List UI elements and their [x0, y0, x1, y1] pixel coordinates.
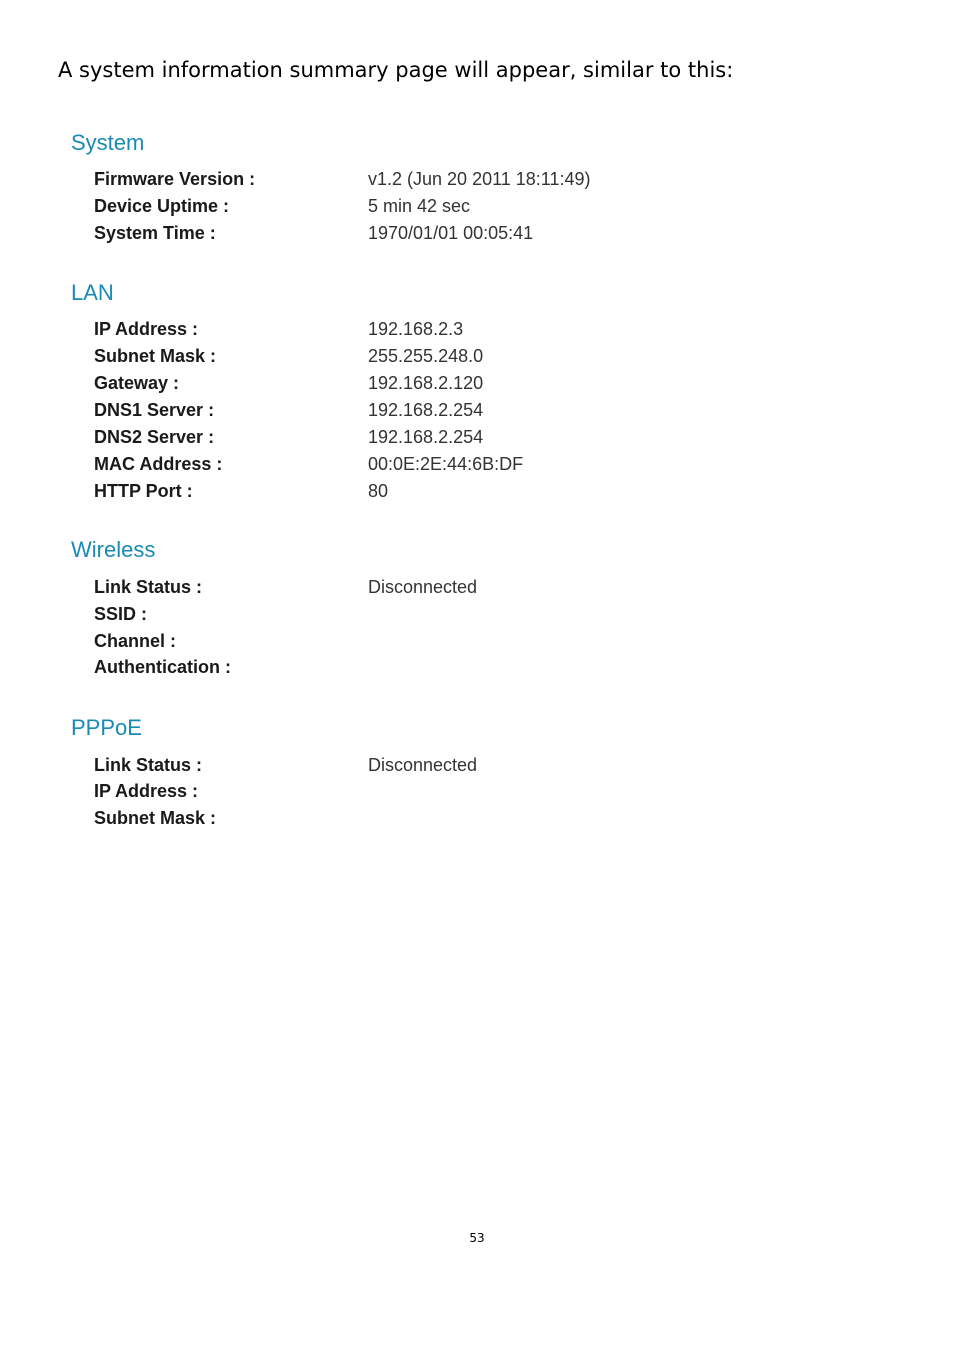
info-label: Link Status : [94, 577, 203, 597]
section-title-pppoe: PPPoE [71, 715, 142, 740]
info-label: MAC Address : [94, 454, 223, 474]
info-label: DNS1 Server : [94, 400, 215, 420]
info-value: 192.168.2.3 [368, 319, 464, 339]
section-title-wireless: Wireless [71, 537, 156, 562]
section-title-lan: LAN [71, 280, 114, 305]
info-value: 1970/01/01 00:05:41 [368, 223, 534, 243]
info-label: Link Status : [94, 755, 203, 775]
info-label: Gateway : [94, 373, 180, 393]
info-value: 00:0E:2E:44:6B:DF [368, 454, 524, 474]
info-label: SSID : [94, 604, 148, 624]
info-value: 255.255.248.0 [368, 346, 484, 366]
info-value: 192.168.2.120 [368, 373, 484, 393]
info-value: Disconnected [368, 755, 478, 775]
info-label: Channel : [94, 631, 177, 651]
info-label: HTTP Port : [94, 481, 193, 501]
info-value: v1.2 (Jun 20 2011 18:11:49) [368, 169, 591, 189]
info-label: System Time : [94, 223, 216, 243]
info-value: 5 min 42 sec [368, 196, 471, 216]
info-label: Firmware Version : [94, 169, 256, 189]
info-label: Device Uptime : [94, 196, 230, 216]
intro-text: A system information summary page will appear, similar to this: [58, 58, 734, 82]
section-title-system: System [71, 130, 145, 155]
info-label: Authentication : [94, 657, 231, 677]
info-value: 80 [368, 481, 389, 501]
info-value: 192.168.2.254 [368, 400, 484, 420]
info-label: Subnet Mask : [94, 346, 217, 366]
info-value: 192.168.2.254 [368, 427, 484, 447]
info-label: Subnet Mask : [94, 808, 217, 828]
info-value: Disconnected [368, 577, 478, 597]
info-label: IP Address : [94, 319, 199, 339]
info-label: IP Address : [94, 781, 199, 801]
info-label: DNS2 Server : [94, 427, 215, 447]
page-number: 53 [469, 1231, 485, 1245]
